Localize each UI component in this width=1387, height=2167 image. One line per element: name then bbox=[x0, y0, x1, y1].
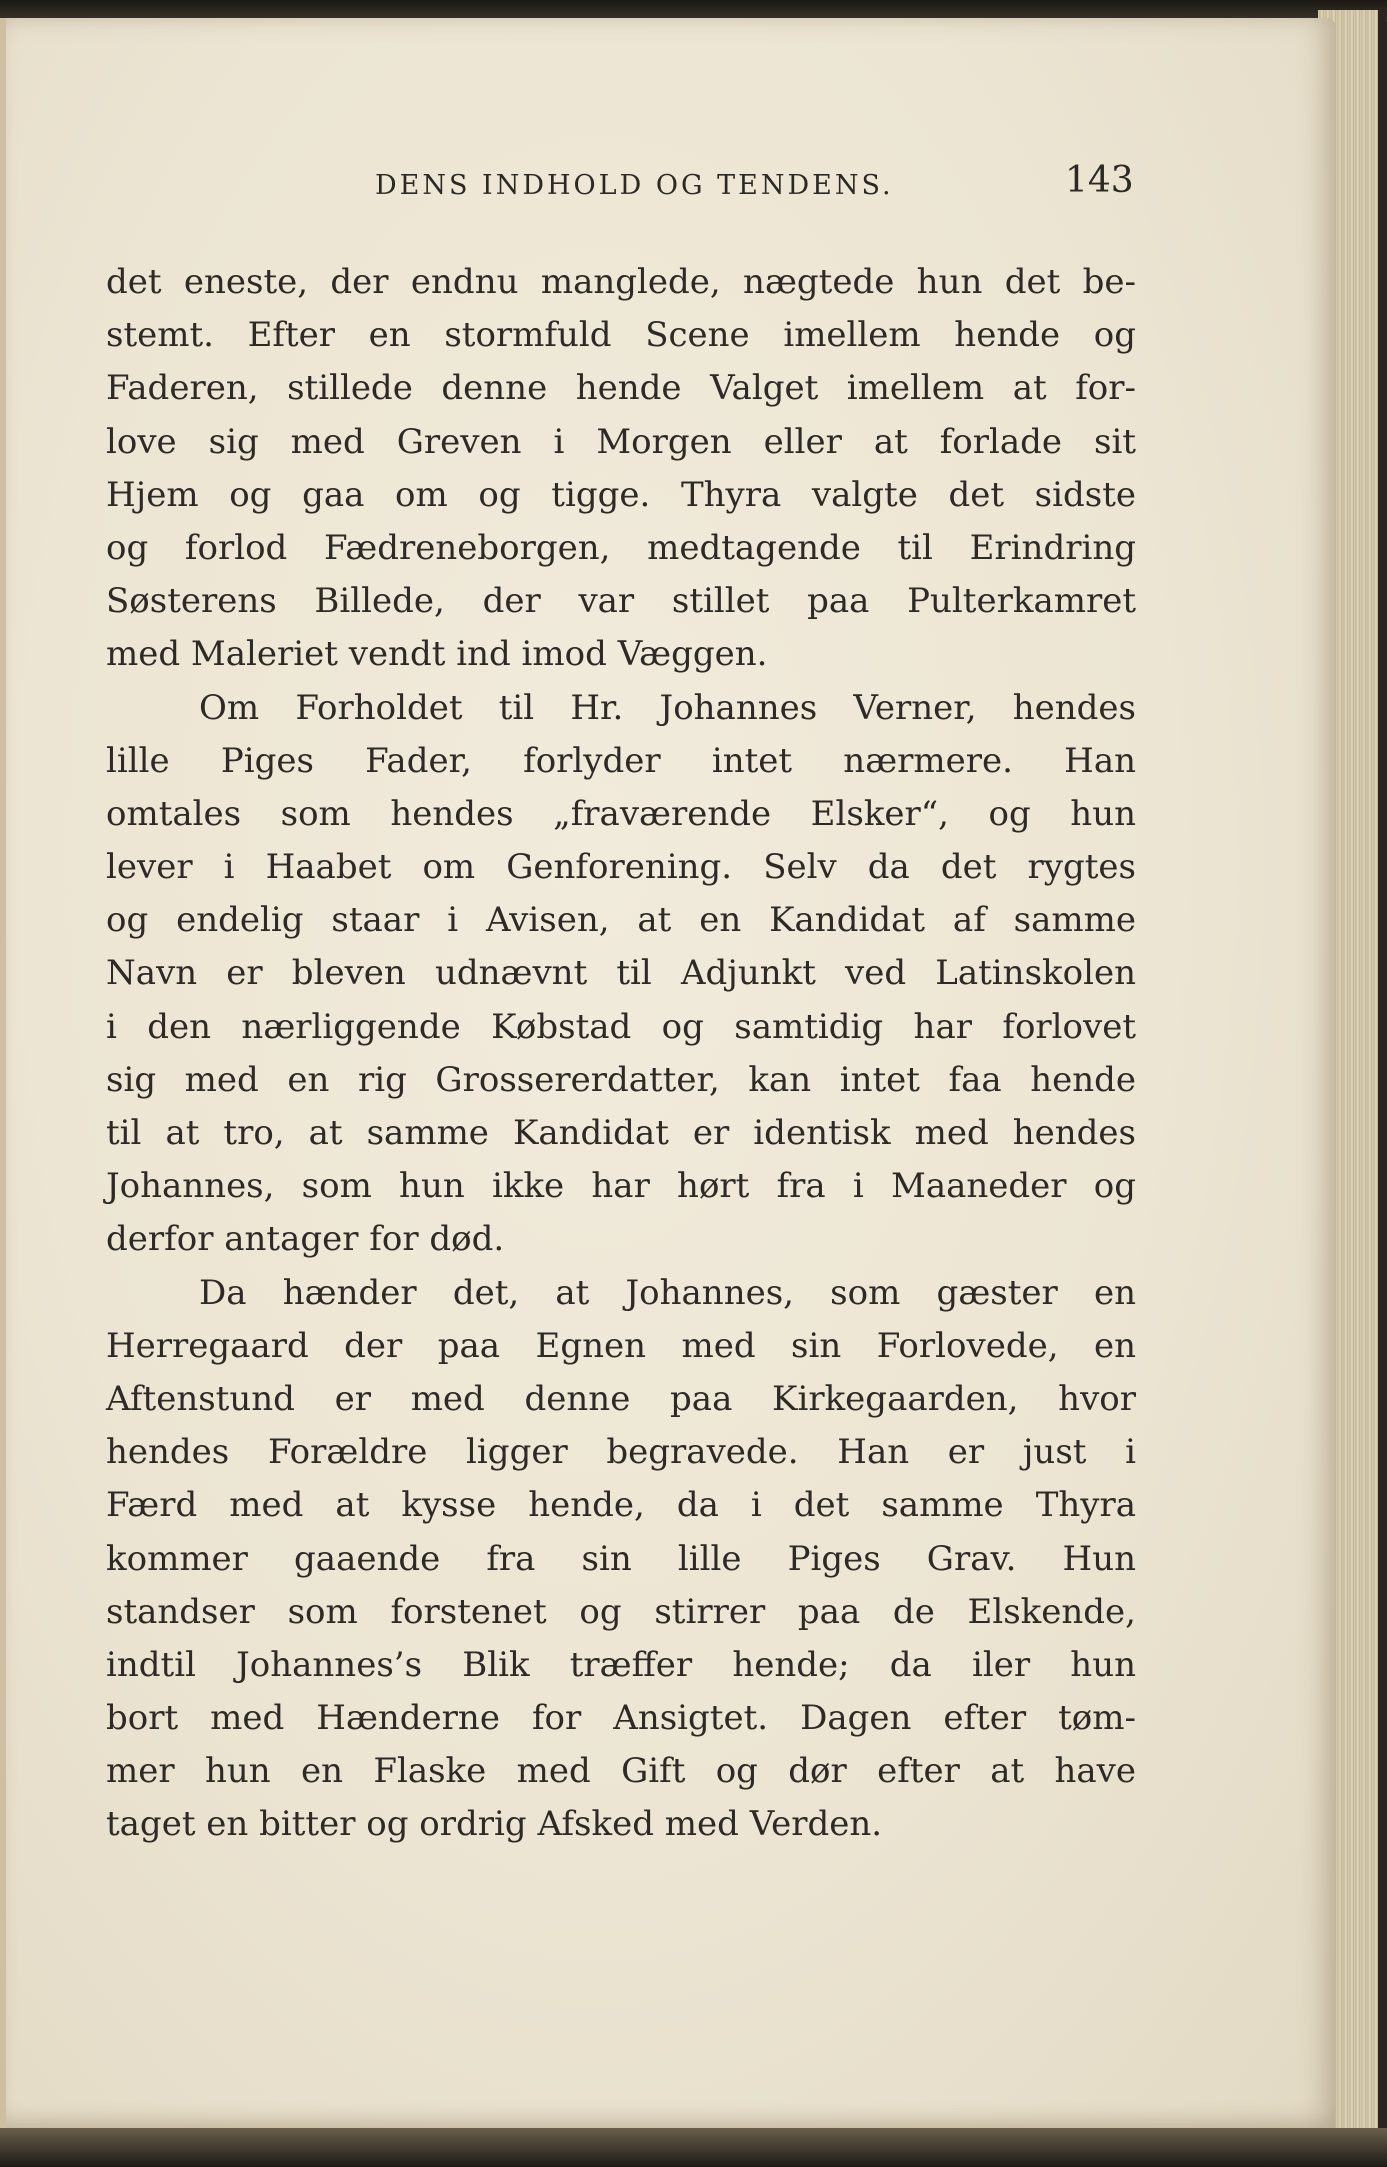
text-line: med Maleriet vendt ind imod Væggen. bbox=[106, 634, 768, 675]
text-line: lille Piges Fader, forlyder intet nærmere. Han bbox=[106, 740, 1136, 781]
text-line: mer hun en Flaske med Gift og dør efter at have bbox=[106, 1751, 1136, 1792]
text-line: Hjem og gaa om og tigge. Thyra valgte det sidste bbox=[106, 474, 1136, 515]
page-header bbox=[0, 160, 1335, 208]
text-line: Om Forholdet til Hr. Johannes Verner, hendes bbox=[199, 687, 1136, 728]
text-line: hendes Forældre ligger begravede. Han er just i bbox=[106, 1432, 1136, 1473]
book-bottom-edge bbox=[0, 2128, 1387, 2167]
body-text bbox=[106, 256, 1136, 1852]
text-line: bort med Hænderne for Ansigtet. Dagen efter tøm- bbox=[106, 1698, 1136, 1739]
text-line: til at tro, at samme Kandidat er identisk med hendes bbox=[106, 1113, 1136, 1153]
text-line: og forlod Fædreneborgen, medtagende til Erindring bbox=[106, 527, 1136, 568]
text-line: Søsterens Billede, der var stillet paa Pulterkamret bbox=[106, 581, 1136, 622]
text-line: og endelig staar i Avisen, at en Kandidat af samme bbox=[106, 900, 1136, 941]
text-line: indtil Johannes’s Blik træffer hende; da iler hun bbox=[106, 1644, 1136, 1685]
text-line: Færd med at kysse hende, da i det samme Thyra bbox=[106, 1485, 1136, 1526]
text-line: kommer gaaende fra sin lille Piges Grav. Hun bbox=[106, 1538, 1136, 1579]
page-left-edge bbox=[0, 18, 6, 2130]
text-line: Johannes, som hun ikke har hørt fra i Maaneder og bbox=[106, 1166, 1136, 1207]
text-line: Da hænder det, at Johannes, som gæster en bbox=[199, 1272, 1136, 1313]
text-line: taget en bitter og ordrig Afsked med Verden. bbox=[106, 1804, 883, 1845]
text-line: derfor antager for død. bbox=[106, 1219, 505, 1260]
text-line: Navn er bleven udnævnt til Adjunkt ved Latinskolen bbox=[106, 953, 1136, 994]
text-line: sig med en rig Grossererdatter, kan intet faa hende bbox=[106, 1059, 1136, 1100]
text-line: det eneste, der endnu manglede, nægtede hun det be- bbox=[106, 262, 1136, 302]
running-title: DENS INDHOLD OG TENDENS. bbox=[375, 170, 894, 201]
text-line: Aftenstund er med denne paa Kirkegaarden, hvor bbox=[106, 1378, 1136, 1419]
text-line: omtales som hendes „fraværende Elsker“, og hun bbox=[106, 793, 1136, 834]
text-line: Faderen, stillede denne hende Valget imellem at for- bbox=[106, 368, 1136, 409]
text-line: standser som forstenet og stirrer paa de Elskende, bbox=[106, 1591, 1136, 1632]
text-line: love sig med Greven i Morgen eller at forlade sit bbox=[106, 421, 1136, 462]
text-line: lever i Haabet om Genforening. Selv da det rygtes bbox=[106, 847, 1136, 888]
text-line: Herregaard der paa Egnen med sin Forlovede, en bbox=[106, 1325, 1136, 1366]
text-line: stemt. Efter en stormfuld Scene imellem hende og bbox=[106, 315, 1136, 356]
page-number: 143 bbox=[1065, 160, 1134, 201]
text-line: i den nærliggende Købstad og samtidig har forlovet bbox=[106, 1006, 1136, 1047]
